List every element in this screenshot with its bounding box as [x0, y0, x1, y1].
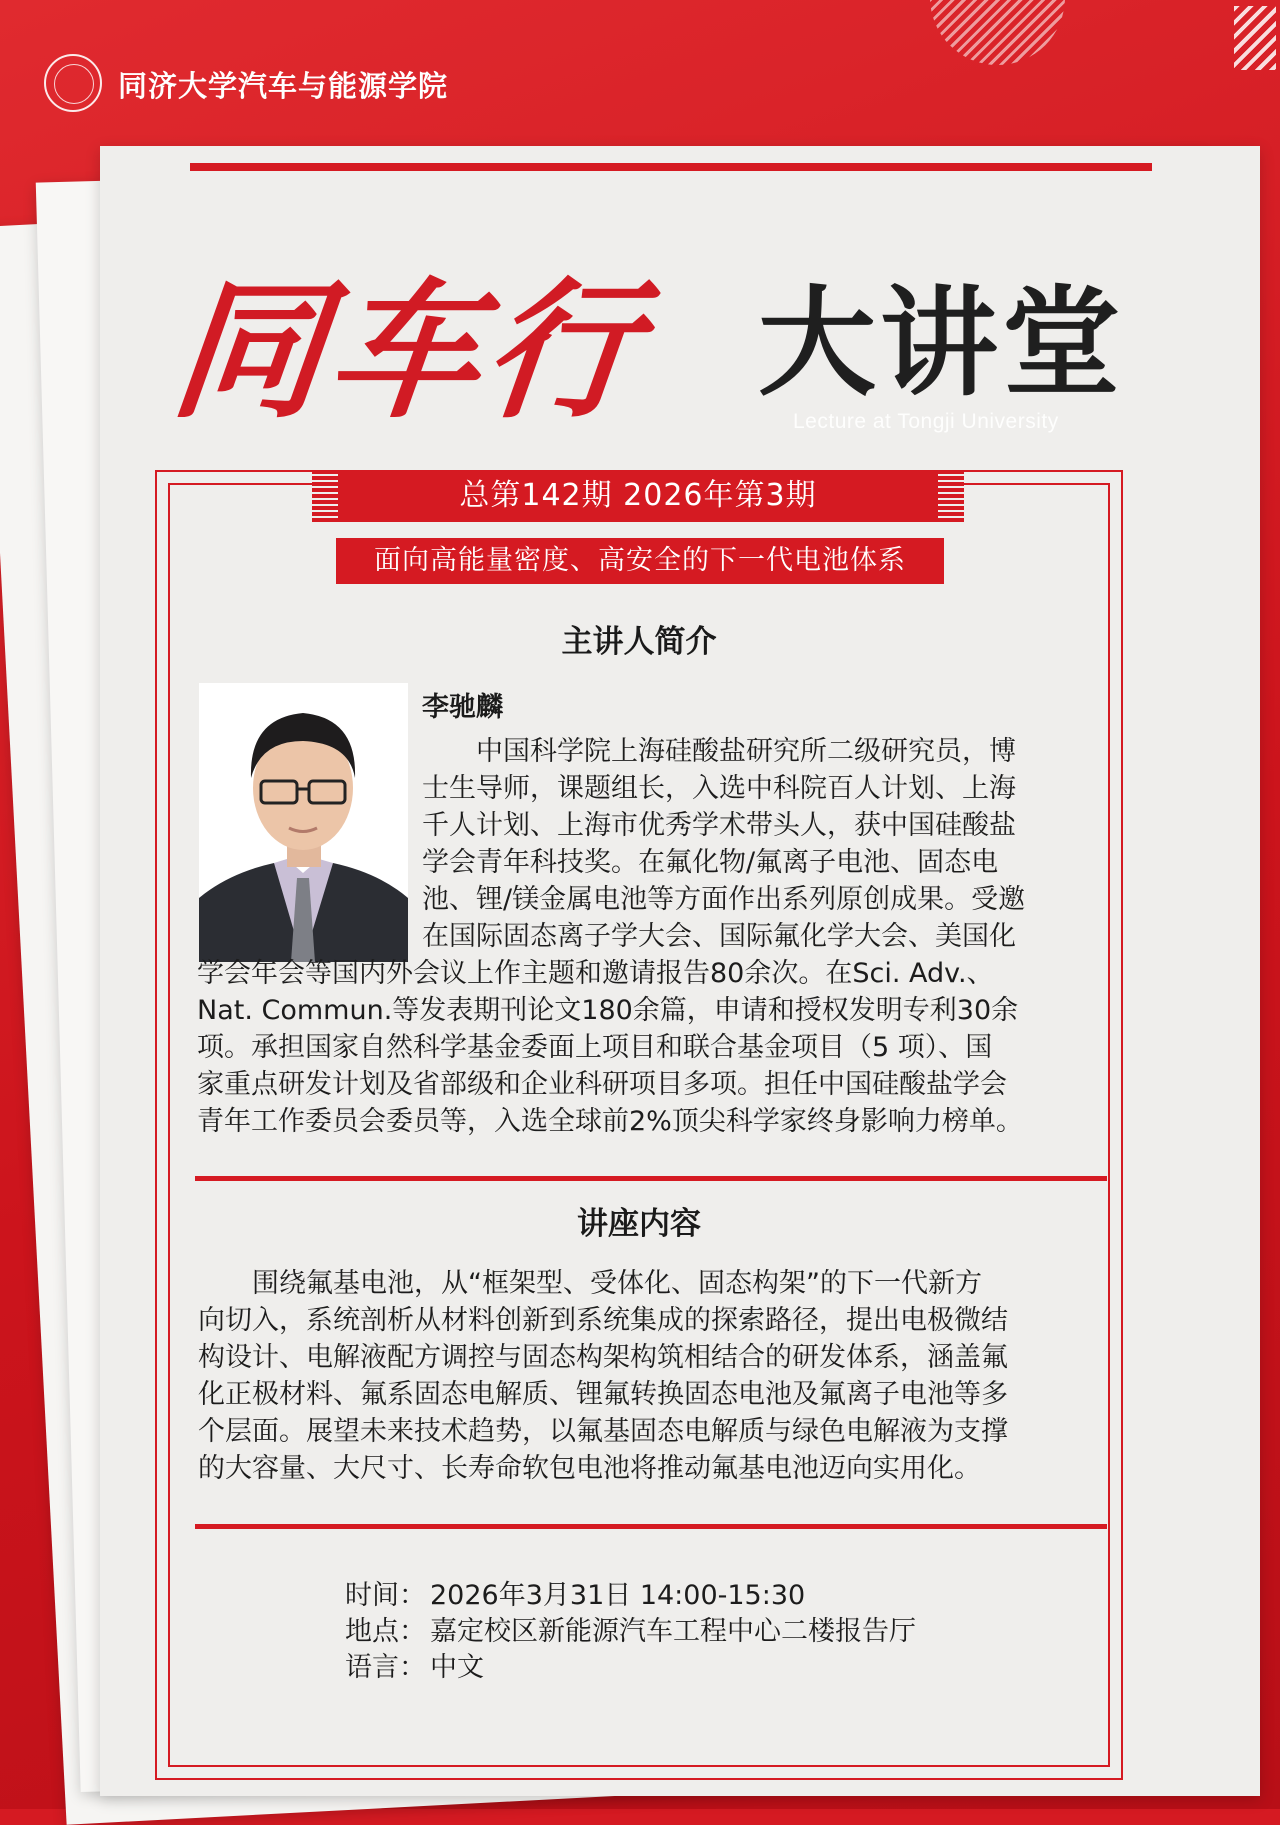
- time-value: 2026年3月31日 14:00-15:30: [430, 1580, 806, 1611]
- bio-line: 学会青年科技奖。在氟化物/氟离子电池、固态电: [422, 847, 999, 878]
- content-line: 构设计、电解液配方调控与固态构架构筑相结合的研发体系，涵盖氟: [198, 1342, 1008, 1373]
- issue-number: 总第142期 2026年第3期: [459, 478, 817, 513]
- bio-line: 中国科学院上海硅酸盐研究所二级研究员，博: [476, 736, 1016, 767]
- language-value: 中文: [430, 1652, 484, 1683]
- bio-line: 士生导师，课题组长，入选中科院百人计划、上海: [422, 773, 1016, 804]
- bio-line: 青年工作委员会委员等，入选全球前2%顶尖科学家终身影响力榜单。: [197, 1106, 1023, 1137]
- bio-line: 在国际固态离子学大会、国际氟化学大会、美国化: [422, 921, 1016, 952]
- content-line: 化正极材料、氟系固态电解质、锂氟转换固态电池及氟离子电池等多: [198, 1379, 1008, 1410]
- top-rule: [190, 163, 1152, 171]
- school-name: 同济大学汽车与能源学院: [118, 69, 449, 103]
- section-divider: [195, 1176, 1107, 1181]
- time-label: 时间：: [345, 1580, 426, 1611]
- speaker-name: 李驰麟: [422, 692, 503, 723]
- section-divider: [195, 1524, 1107, 1529]
- content-line: 的大容量、大尺寸、长寿命软包电池将推动氟基电池迈向实用化。: [198, 1453, 981, 1484]
- bio-line: 学会年会等国内外会议上作主题和邀请报告80余次。在Sci. Adv.、: [197, 958, 994, 989]
- content-line: 个层面。展望未来技术趋势，以氟基固态电解质与绿色电解液为支撑: [198, 1416, 1008, 1447]
- info-time: [345, 1573, 805, 1612]
- place-value: 嘉定校区新能源汽车工程中心二楼报告厅: [430, 1616, 916, 1647]
- bio-line: 千人计划、上海市优秀学术带头人，获中国硅酸盐: [422, 810, 1016, 841]
- bio-line: Nat. Commun.等发表期刊论文180余篇，申请和授权发明专利30余: [197, 995, 1019, 1026]
- university-logo: [44, 54, 102, 112]
- lecture-section-heading: 讲座内容: [577, 1206, 701, 1242]
- content-line: 围绕氟基电池，从“框架型、受体化、固态构架”的下一代新方: [252, 1268, 982, 1299]
- language-label: 语言：: [345, 1652, 426, 1683]
- title-black: 大讲堂: [758, 273, 1125, 412]
- info-language: [345, 1645, 484, 1684]
- title-english: Lecture at Tongji University: [793, 410, 1059, 433]
- speaker-section-heading: 主讲人简介: [561, 624, 717, 660]
- lecture-topic: 面向高能量密度、高安全的下一代电池体系: [374, 545, 906, 576]
- speaker-photo: [199, 683, 408, 962]
- content-line: 向切入，系统剖析从材料创新到系统集成的探索路径，提出电极微结: [198, 1305, 1008, 1336]
- title-red: 同车行: [164, 263, 651, 439]
- stripe-decoration: [1234, 6, 1276, 70]
- bio-line: 项。承担国家自然科学基金委面上项目和联合基金项目（5 项）、国: [197, 1032, 993, 1063]
- info-place: [345, 1609, 916, 1648]
- bio-line: 池、锂/镁金属电池等方面作出系列原创成果。受邀: [422, 884, 1026, 915]
- place-label: 地点：: [345, 1616, 426, 1647]
- bio-line: 家重点研发计划及省部级和企业科研项目多项。担任中国硅酸盐学会: [197, 1069, 1007, 1100]
